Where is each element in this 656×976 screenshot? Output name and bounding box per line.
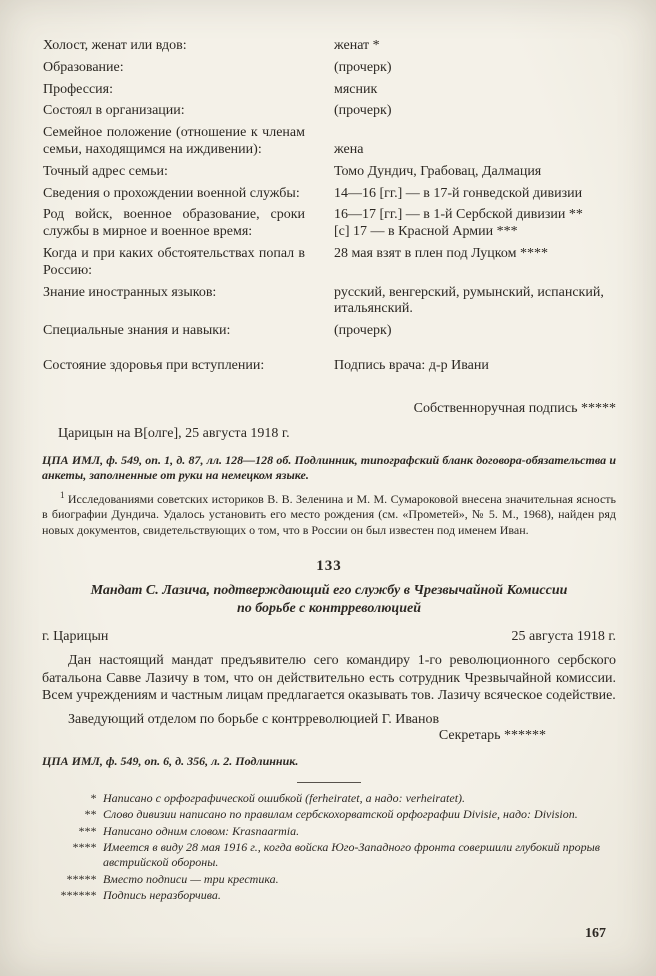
field-value: 14—16 [гг.] — в 17-й гонведской дивизии xyxy=(334,185,583,201)
field-value: (прочерк) xyxy=(334,323,392,339)
document-body-paragraph: Дан настоящий мандат предъявителю сего командиру 1-го революционного сербского батальона Савве Лазичу в том, что он действительно есть сотрудник Чрезвычайной комиссии. Всем учреждениям и частным лицам предлагается оказывать тов. Лазичу всяческое содействие. xyxy=(42,653,616,704)
field-value: русский, венгерский, румынский, испанский, итальянский. xyxy=(334,284,604,317)
questionnaire-row xyxy=(42,206,616,242)
questionnaire-row xyxy=(42,102,616,121)
field-label: Сведения о прохождении военной службы: xyxy=(43,185,300,201)
handwritten-signature-note: Собственноручная подпись ***** xyxy=(413,400,616,416)
footnote-item xyxy=(42,840,616,871)
footnote-text: Написано с орфографической ошибкой (ferheiratet, а надо: verheiratet). xyxy=(103,790,466,805)
questionnaire-row xyxy=(42,81,616,100)
field-label: Когда и при каких обстоятельствах попал в Россию: xyxy=(43,245,305,278)
questionnaire-row xyxy=(42,284,616,320)
field-label: Состоял в организации: xyxy=(43,103,185,119)
signature-line-chief: Заведующий отделом по борьбе с контрреволюцией Г. Иванов xyxy=(68,711,440,727)
questionnaire-place-date: Царицын на В[олге], 25 августа 1918 г. xyxy=(58,425,290,441)
field-value-line: [с] 17 — в Красной Армии *** xyxy=(334,224,518,240)
field-value xyxy=(306,206,616,242)
footnote-text: Написано одним словом: Krasnaarmia. xyxy=(103,823,300,838)
field-label: Знание иностранных языков: xyxy=(43,284,217,300)
signature-line-secretary: Секретарь ****** xyxy=(438,727,546,743)
footnote-item xyxy=(42,888,616,903)
questionnaire-row xyxy=(42,124,616,160)
document-number-heading: 133 xyxy=(316,558,342,575)
footnote-text: Исследованиями советских историков В. В. Зеленина и М. М. Сумароковой внесена значительная ясность в биографии Дундича. Удалось установить его место рождения (см. «Прометей», № 5. М., 1968), найден ряд новых документов, свидетельствующих о том, что в России он был известен под именем Иван. xyxy=(42,491,616,537)
questionnaire-row xyxy=(42,59,616,78)
footnote-item xyxy=(42,791,616,806)
questionnaire-table xyxy=(42,34,616,379)
field-value: 28 мая взят в плен под Луцком **** xyxy=(334,245,548,261)
footnote-divider xyxy=(297,782,361,783)
footnote-marker: 1 xyxy=(60,489,65,500)
footnote-marker: **** xyxy=(72,839,96,854)
field-label: Специальные знания и навыки: xyxy=(43,323,231,339)
questionnaire-row xyxy=(42,245,616,281)
footnote-item xyxy=(42,872,616,887)
field-value: (прочерк) xyxy=(334,103,392,119)
field-value: мясник xyxy=(334,81,378,97)
field-value: (прочерк) xyxy=(334,59,392,75)
document-title: Мандат С. Лазича, подтверждающий его службу в Чрезвычайной Комиссии по борьбе с контрреволюцией xyxy=(90,583,568,617)
numbered-footnote xyxy=(42,490,616,538)
field-label: Семейное положение (отношение к членам семьи, находящимся на иждивении): xyxy=(43,125,305,157)
questionnaire-row xyxy=(42,37,616,56)
field-value: Томо Дундич, Грабовац, Далмация xyxy=(334,163,542,179)
field-label: Точный адрес семьи: xyxy=(43,163,168,179)
footnote-item xyxy=(42,824,616,839)
archive-citation-2: ЦПА ИМЛ, ф. 549, оп. 6, д. 356, л. 2. Подлинник. xyxy=(42,753,299,768)
questionnaire-row xyxy=(42,185,616,204)
footnote-text: Вместо подписи — три крестика. xyxy=(103,871,279,886)
field-value-line: 16—17 [гг.] — в 1-й Сербской дивизии ** xyxy=(334,207,583,223)
footnote-marker: * xyxy=(90,790,96,805)
footnote-marker: ****** xyxy=(60,888,96,903)
page-content xyxy=(42,34,616,942)
field-label: Профессия: xyxy=(43,81,113,97)
field-label: Холост, женат или вдов: xyxy=(43,38,187,53)
document-place-date-row xyxy=(42,629,616,645)
footnote-text: Слово дивизии написано по правилам сербскохорватской орфографии Divisie, надо: Division. xyxy=(103,807,578,822)
field-value: жена xyxy=(334,141,364,157)
footnote-item xyxy=(42,807,616,822)
field-value: Подпись врача: д-р Ивани xyxy=(334,357,489,373)
field-label: Род войск, военное образование, сроки службы в мирное и военное время: xyxy=(43,207,305,240)
footnote-text: Имеется в виду 28 мая 1916 г., когда войска Юго-Западного фронта совершили глубокий прорыв австрийской обороны. xyxy=(103,839,601,870)
field-value: женат * xyxy=(334,38,380,53)
field-label: Образование: xyxy=(43,59,124,75)
footnote-marker: *** xyxy=(78,823,96,838)
field-label: Состояние здоровья при вступлении: xyxy=(43,357,265,373)
document-place: г. Царицын xyxy=(42,629,109,645)
questionnaire-row xyxy=(42,163,616,182)
footnote-marker: ** xyxy=(84,807,96,822)
footnote-text: Подпись неразборчива. xyxy=(103,888,221,903)
archive-citation-1: ЦПА ИМЛ, ф. 549, оп. 1, д. 87, лл. 128—128 об. Подлинник, типографский бланк договора-обязательства и анкеты, заполненные от руки на немецком языке. xyxy=(42,452,616,483)
questionnaire-row xyxy=(42,322,616,341)
page-number: 167 xyxy=(585,926,606,941)
asterisk-footnotes xyxy=(42,791,616,904)
footnote-marker: ***** xyxy=(66,871,96,886)
document-date: 25 августа 1918 г. xyxy=(511,629,616,645)
questionnaire-row xyxy=(42,344,616,376)
